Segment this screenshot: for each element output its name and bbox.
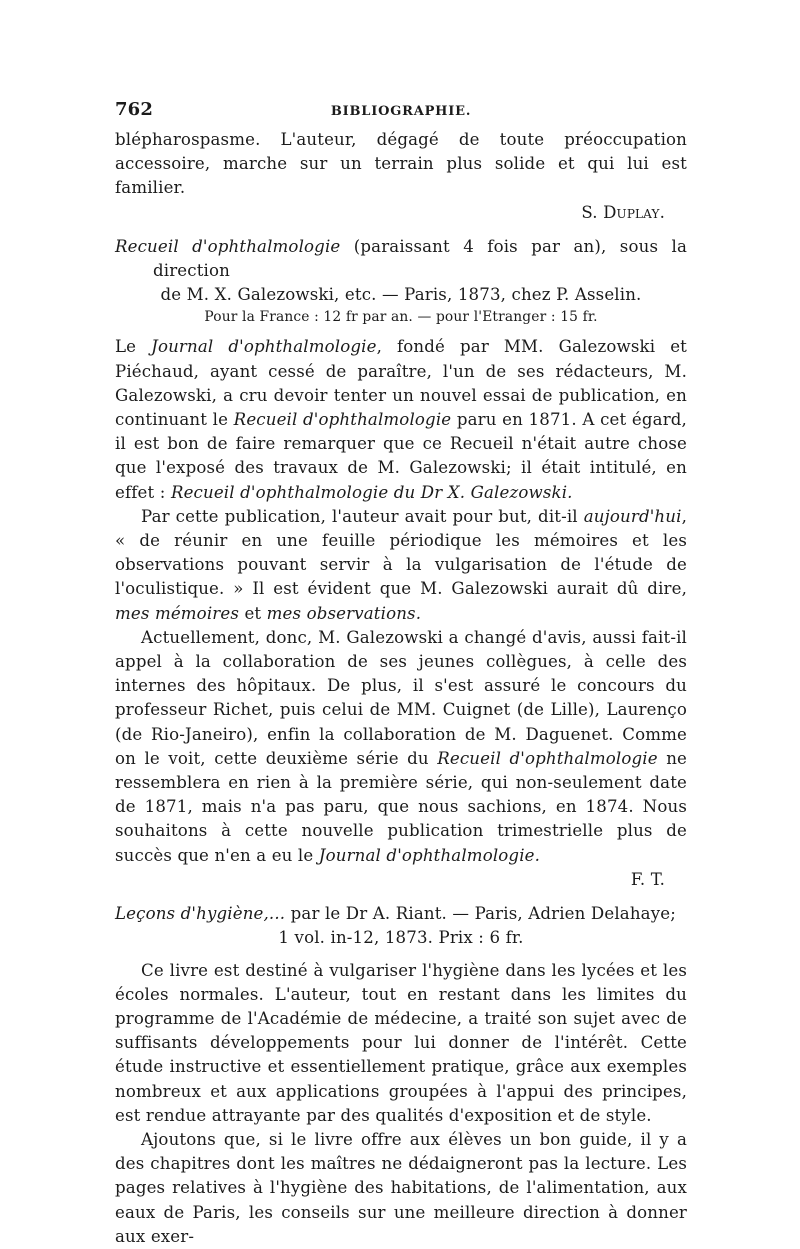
review1-paragraph-3: Actuellement, donc, M. Galezowski a changé d'avis, aussi fait-il appel à la collaboration de ses jeunes collègues, à celle des internes des hôpitaux. De plus, il s'est assuré le concours du professeur Richet, puis celui de MM. Cuignet (de Lille), Laurenço (de Rio-Janeiro), enfin la collaboration de M. Daguenet. Comme on le voit, cette deuxième série du Recueil d'ophthalmologie ne ressemblera en rien à la première série, qui non-seulement date de 1871, mais n'a pas paru, que nous sachions, en 1874. Nous souhaitons à cette nouvelle publication trimestrielle plus de succès que n'en a eu le Journal d'ophthalmologie. <box>115 627 688 865</box>
review1-entry: Recueil d'ophthalmologie (paraissant 4 fois par an), sous la direction <box>115 236 687 281</box>
review2-paragraph-2: Ajoutons que, si le livre offre aux élèves un bon guide, il y a des chapitres dont les maîtres ne dédaigneront pas la lecture. Les pages relatives à l'hygiène des habitations, de l'alimentation, aux eaux de Paris, les conseils sur une meilleure direction à donner aux exer- <box>115 1129 687 1246</box>
page-number: 762 <box>115 99 154 120</box>
review1-price: Pour la France : 12 fr par an. — pour l'Etranger : 15 fr. <box>204 309 598 326</box>
carryover-paragraph: blépharospasme. L'auteur, dégagé de toute préoccupation accessoire, marche sur un terrain plus solide et qui lui est familier. <box>115 130 687 198</box>
signature-ft: F. T. <box>630 869 665 889</box>
review1-title: Recueil d'ophthalmologie <box>115 236 341 256</box>
review2-paragraph-1: Ce livre est destiné à vulgariser l'hygiène dans les lycées et les écoles normales. L'auteur, tout en restant dans les limites du programme de l'Académie de médecine, a traité son sujet avec de suffisants développements pour lui donner de l'intérêt. Cette étude instructive et essentiellement pratique, grâce aux exemples nombreux et aux applications groupées à l'appui des principes, est rendue attrayante par des qualités d'exposition et de style. <box>115 960 687 1125</box>
review2-entry: Leçons d'hygiène,... par le Dr A. Riant. — Paris, Adrien Delahaye; <box>115 904 676 924</box>
review2-entry-line2: 1 vol. in-12, 1873. Prix : 6 fr. <box>278 928 524 948</box>
page-header <box>115 98 687 122</box>
signature-duplay: S. Duplay. <box>581 202 665 222</box>
review1-entry-line2: de M. X. Galezowski, etc. — Paris, 1873, chez P. Asselin. <box>160 285 642 305</box>
review1-paragraph-2: Par cette publication, l'auteur avait pour but, dit-il aujourd'hui, « de réunir en une feuille périodique les mémoires et les observations pouvant servir à la vulgarisation de l'étude de l'oculistique. » Il est évident que M. Galezowski aurait dû dire, mes mémoires et mes observations. <box>115 506 687 623</box>
running-head: BIBLIOGRAPHIE. <box>330 104 472 119</box>
review2-title: Leçons d'hygiène,... <box>115 904 286 924</box>
review1-paragraph-1: Le Journal d'ophthalmologie, fondé par MM. Galezowski et Piéchaud, ayant cessé de paraître, l'un de ses rédacteurs, M. Galezowski, a cru devoir tenter un nouvel essai de publication, en continuant le Recueil d'ophthalmologie paru en 1871. A cet égard, il est bon de faire remarquer que ce Recueil n'était autre chose que l'exposé des travaux de M. Galezowski; il était intitulé, en effet : Recueil d'ophthalmologie du Dr X. Galezowski. <box>115 337 687 502</box>
